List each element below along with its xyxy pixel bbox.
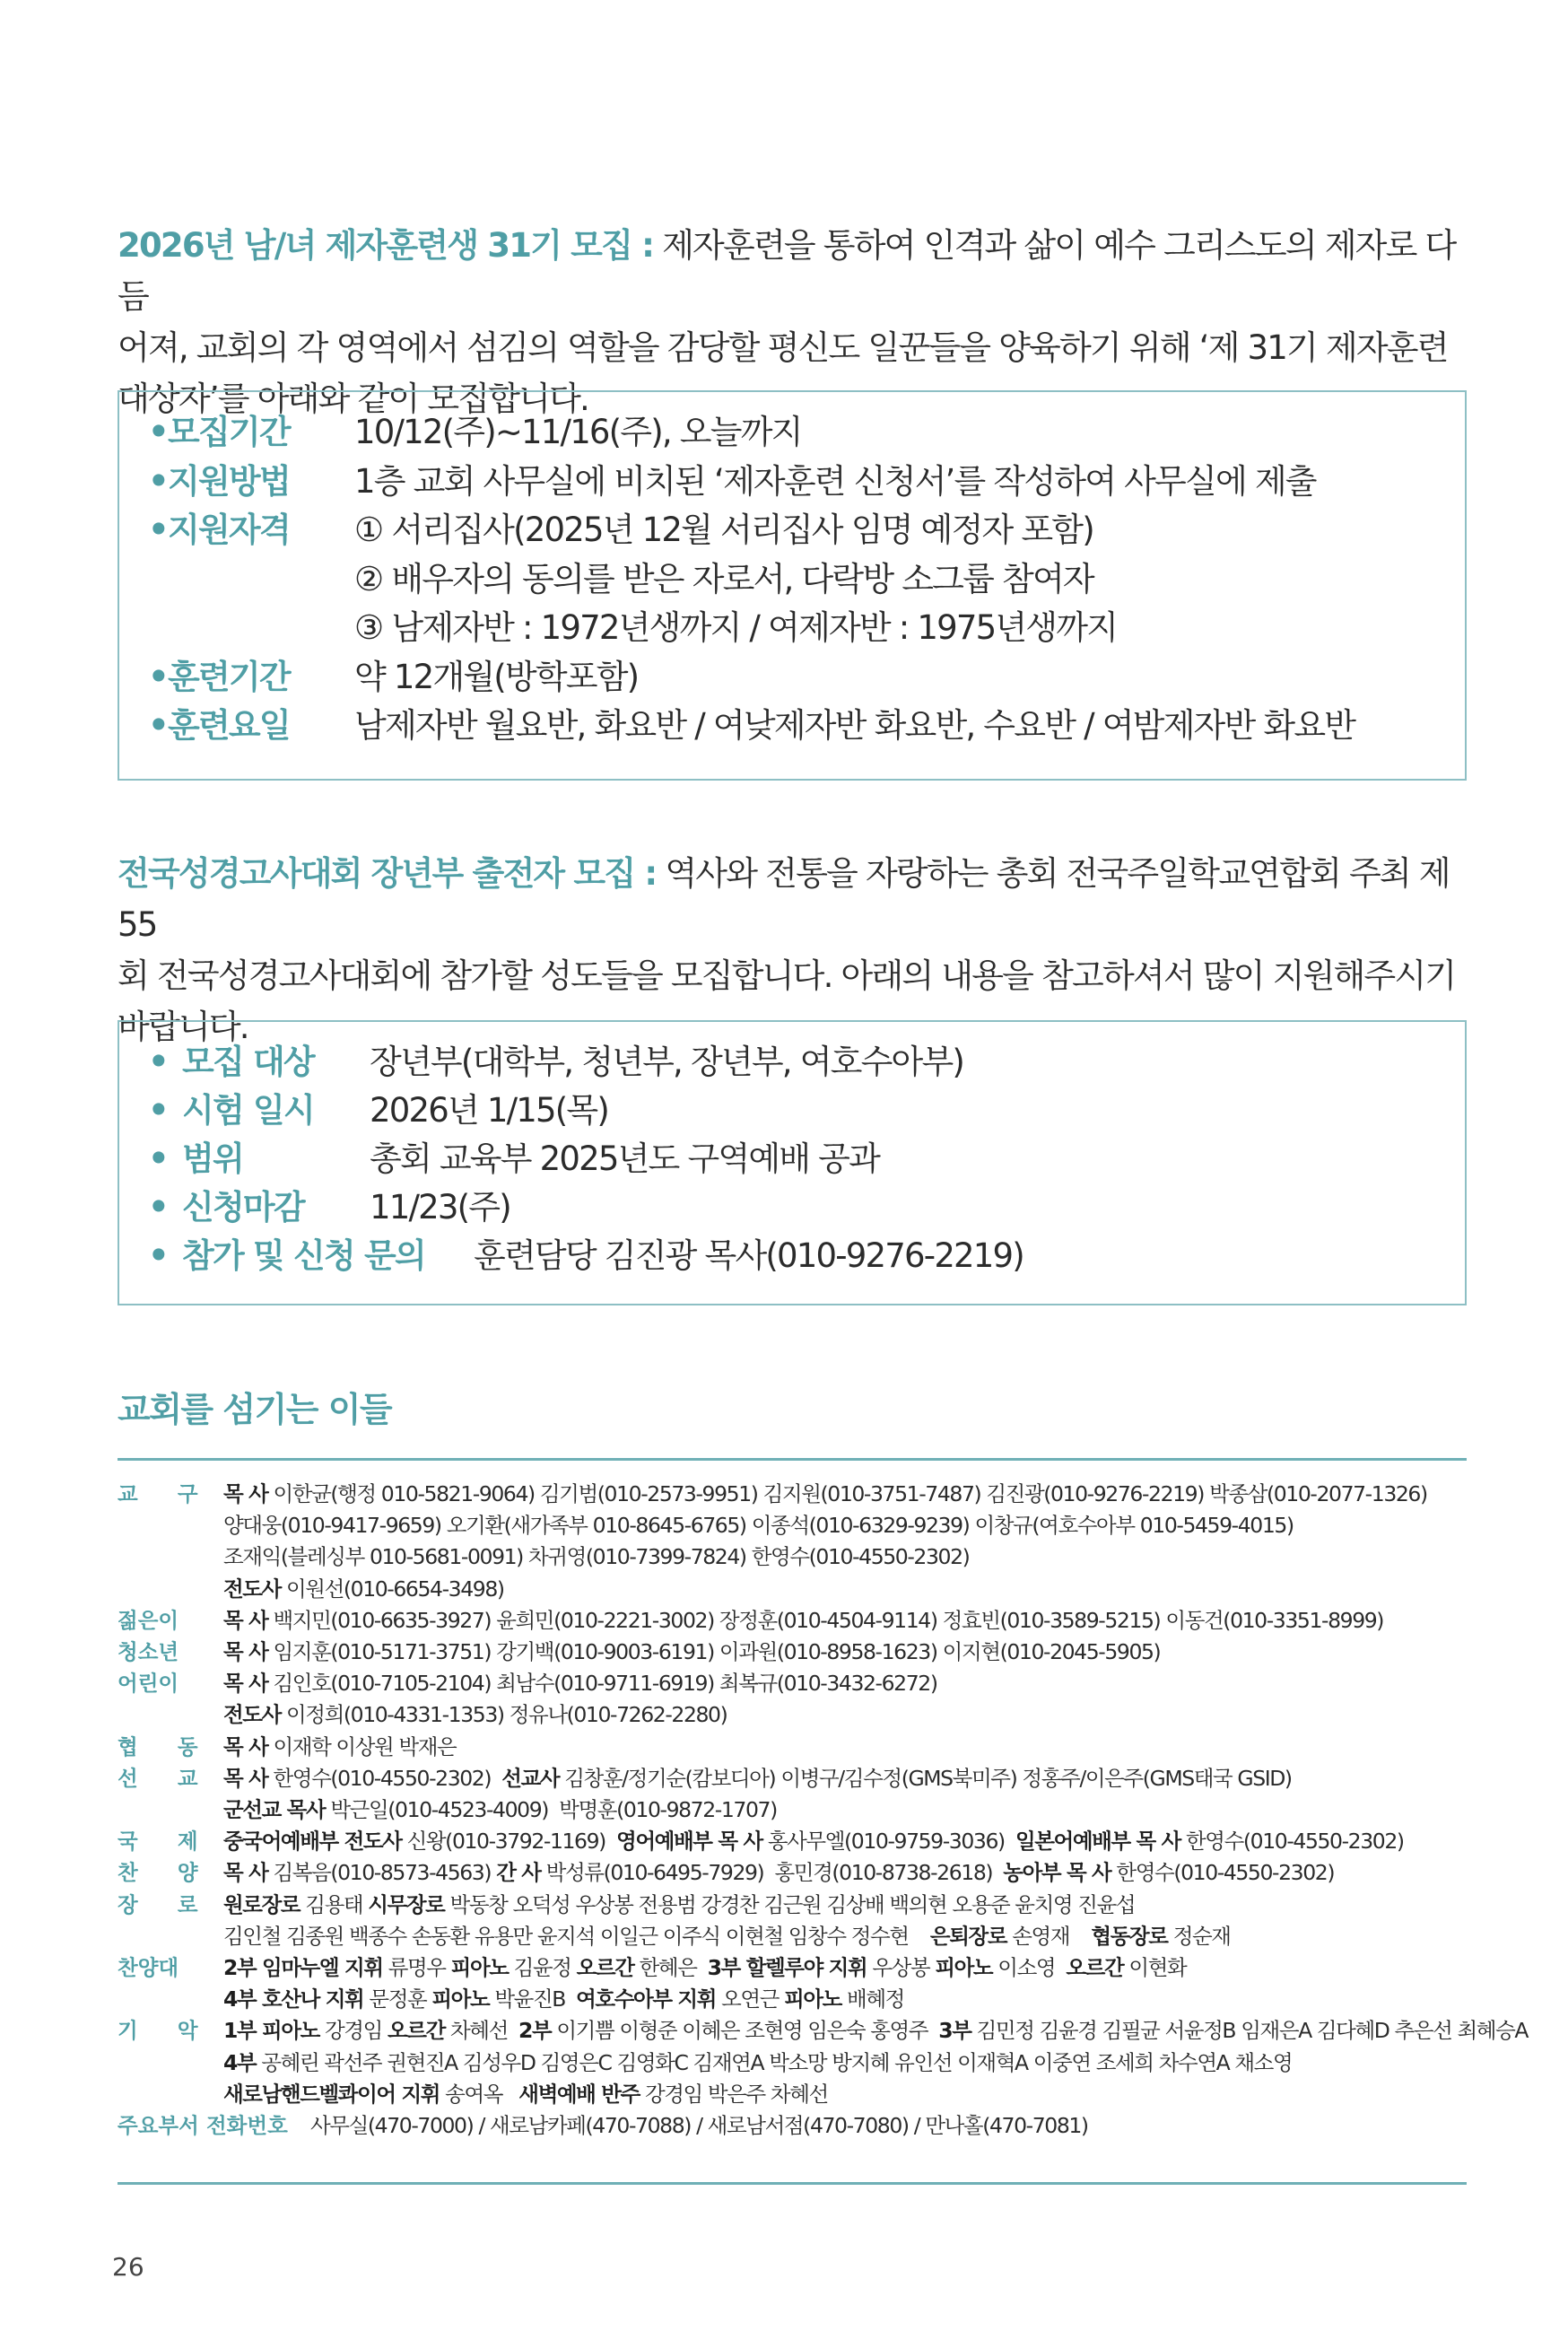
bible-item-label: 시험 일시	[182, 1091, 314, 1130]
disciple-item-label: 훈련요일	[168, 706, 290, 745]
staff-category: 국 제	[118, 1829, 214, 1855]
bible-item-value: 훈련담당 김진광 목사(010-9276-2219)	[474, 1236, 1024, 1275]
bible-item-label: 모집 대상	[182, 1043, 314, 1081]
disciple-item-value: ③ 남제자반 : 1972년생까지 / 여제자반 : 1975년생까지	[354, 608, 1118, 647]
staff-line-text: 1부 피아노 강경임 오르간 차혜선 2부 이기쁨 이형준 이혜은 조현영 임은숙 홍영주 3부 김민정 김윤경 김필균 서윤정B 임재은A 김다혜D 추은선 최혜승A	[223, 2018, 1529, 2044]
staff-line-text: 김인철 김종원 백종수 손동환 유용만 윤지석 이일근 이주식 이현철 임창수 정수현 은퇴장로 손영재 협동장로 정순재	[223, 1923, 1231, 1949]
disciple-item-value: ① 서리집사(2025년 12월 서리집사 임명 예정자 포함)	[354, 511, 1093, 549]
staff-bottom-rule	[118, 2182, 1467, 2185]
bullet-icon: •	[148, 1043, 168, 1081]
disciple-box	[118, 390, 1467, 781]
staff-category: 선 교	[118, 1765, 214, 1791]
bible-line-2: 회 전국성경고사대회에 참가할 성도들을 모집합니다. 아래의 내용을 참고하셔서 많이 지원해주시기	[118, 956, 1456, 995]
staff-line-text: 목 사 이한균(행정 010-5821-9064) 김기범(010-2573-9951) 김지원(010-3751-7487) 김진광(010-9276-2219) 박종삼(010-2077-1326)	[223, 1481, 1427, 1506]
staff-line-text: 목 사 한영수(010-4550-2302) 선교사 김창훈/정기순(캄보디아) 이병구/김수정(GMS북미주) 정홍주/이은주(GMS태국 GSID)	[223, 1765, 1292, 1791]
staff-category: 기 악	[118, 2018, 214, 2044]
staff-line	[118, 1479, 1481, 1510]
staff-line	[118, 1510, 1481, 1541]
staff-line-text: 중국어예배부 전도사 신왕(010-3792-1169) 영어예배부 목 사 홍사무엘(010-9759-3036) 일본어예배부 목 사 한영수(010-4550-2302)	[223, 1829, 1404, 1855]
staff-line-text: 전도사 이정희(010-4331-1353) 정유나(010-7262-2280)	[223, 1702, 727, 1728]
staff-line-text: 원로장로 김용태 시무장로 박동창 오덕성 우상봉 전용범 강경찬 김근원 김상배 백의현 오용준 윤치영 진윤섭	[223, 1891, 1136, 1917]
staff-line-text: 새로남핸드벨콰이어 지휘 송여옥 새벽예배 반주 강경임 박은주 차혜선	[223, 2081, 828, 2107]
staff-line-text: 목 사 이재학 이상원 박재은	[223, 1733, 457, 1759]
staff-line	[118, 1984, 1481, 2015]
bullet-icon: •	[148, 1188, 168, 1227]
staff-line	[118, 2047, 1481, 2079]
staff-line	[118, 1574, 1481, 1605]
bible-item-label: 범위	[182, 1139, 243, 1178]
disciple-line-1: 제자훈련을 통하여 인격과 삶이 예수 그리스도의 제자로 다듬	[118, 226, 1456, 316]
disciple-line-2: 어져, 교회의 각 영역에서 섬김의 역할을 감당할 평신도 일꾼들을 양육하기 위해 ‘제 31기 제자훈련	[118, 328, 1448, 367]
disciple-item-value: 10/12(주)~11/16(주), 오늘까지	[354, 413, 802, 451]
staff-line	[118, 2015, 1529, 2047]
staff-line	[118, 1890, 1481, 1921]
staff-category: 젊은이	[118, 1607, 179, 1633]
staff-line-text: 2부 임마누엘 지휘 류명우 피아노 김윤정 오르간 한혜은 3부 할렐루야 지휘 우상봉 피아노 이소영 오르간 이현화	[223, 1955, 1187, 1980]
staff-top-rule	[118, 1458, 1467, 1461]
staff-line	[118, 1541, 1481, 1573]
staff-line	[118, 1763, 1481, 1794]
staff-line-text: 목 사 백지민(010-6635-3927) 윤희민(010-2221-3002) 장정훈(010-4504-9114) 정효빈(010-3589-5215) 이동건(010-3351-8999)	[223, 1607, 1384, 1633]
staff-line	[118, 1794, 1481, 1826]
staff-line	[118, 1921, 1481, 1952]
bible-item-value: 총회 교육부 2025년도 구역예배 공과	[370, 1139, 880, 1178]
staff-category: 어린이	[118, 1671, 179, 1697]
disciple-item-label: 훈련기간	[168, 657, 290, 696]
disciple-item-label: 모집기간	[168, 413, 290, 451]
staff-line-text: 양대웅(010-9417-9659) 오기환(새가족부 010-8645-6765) 이종석(010-6329-9239) 이창규(여호수아부 010-5459-4015)	[223, 1513, 1294, 1539]
disciple-item-value: 1층 교회 사무실에 비치된 ‘제자훈련 신청서’를 작성하여 사무실에 제출	[354, 461, 1316, 501]
disciple-item-value: 약 12개월(방학포함)	[354, 657, 639, 696]
disciple-item-value: 남제자반 월요반, 화요반 / 여낮제자반 화요반, 수요반 / 여밤제자반 화요반	[354, 706, 1355, 745]
staff-category: 교 구	[118, 1481, 214, 1506]
staff-line-text: 목 사 김복음(010-8573-4563) 간 사 박성류(010-6495-7929) 홍민경(010-8738-2618) 농아부 목 사 한영수(010-4550-2302)	[223, 1860, 1335, 1886]
staff-line	[118, 1732, 1481, 1763]
staff-line-text: 조재익(블레싱부 010-5681-0091) 차귀영(010-7399-7824) 한영수(010-4550-2302)	[223, 1544, 970, 1570]
bullet-icon: •	[148, 1236, 168, 1275]
bullet-icon: •	[148, 1139, 168, 1178]
bible-item-value: 장년부(대학부, 청년부, 장년부, 여호수아부)	[370, 1043, 964, 1081]
disciple-item-value: ② 배우자의 동의를 받은 자로서, 다락방 소그룹 참여자	[354, 559, 1093, 598]
disciple-item-label: 지원방법	[168, 461, 290, 501]
staff-category: 찬 양	[118, 1860, 214, 1886]
bible-item-label: 신청마감	[182, 1188, 304, 1227]
staff-line-text: 사무실(470-7000) / 새로남카페(470-7088) / 새로남서점(470-7080) / 만나홀(470-7081)	[310, 2113, 1088, 2138]
disciple-line-3: 대상자’를 아래와 같이 모집합니다.	[118, 380, 588, 418]
bullet-icon: •	[148, 1091, 168, 1130]
bullet-icon: •	[148, 706, 168, 745]
staff-line-text: 군선교 목사 박근일(010-4523-4009) 박명훈(010-9872-1707)	[223, 1797, 777, 1822]
bullet-icon: •	[148, 413, 168, 451]
bible-lead: 전국성경고사대회 장년부 출전자 모집 :	[118, 854, 657, 893]
bullet-icon: •	[148, 461, 168, 501]
staff-category: 장 로	[118, 1891, 214, 1917]
page-number: 26	[112, 2252, 144, 2282]
bible-line-1: 역사와 전통을 자랑하는 총회 전국주일학교연합회 주최 제55	[118, 854, 1450, 944]
bible-line-3: 바랍니다.	[118, 1008, 248, 1046]
bible-item-label: 참가 및 신청 문의	[182, 1236, 425, 1275]
bible-item-value: 11/23(주)	[370, 1188, 510, 1227]
staff-line	[118, 1826, 1481, 1857]
staff-category: 협 동	[118, 1733, 214, 1759]
staff-line-text: 목 사 임지훈(010-5171-3751) 강기백(010-9003-6191) 이과원(010-8958-1623) 이지현(010-2045-5905)	[223, 1639, 1161, 1664]
staff-line	[118, 1857, 1481, 1889]
staff-category: 청소년	[118, 1639, 179, 1664]
staff-line	[118, 2110, 1481, 2142]
bullet-icon: •	[148, 657, 168, 696]
staff-category: 주요부서 전화번호	[118, 2113, 288, 2138]
disciple-lead: 2026년 남/녀 제자훈련생 31기 모집 :	[118, 226, 654, 265]
staff-line	[118, 1699, 1481, 1731]
staff-line-text: 4부 공혜린 곽선주 권현진A 김성우D 김영은C 김영화C 김재연A 박소망 방지혜 유인선 이재혁A 이중연 조세희 차수연A 채소영	[223, 2049, 1293, 2075]
staff-line	[118, 2079, 1481, 2110]
bible-box	[118, 1020, 1467, 1305]
staff-title: 교회를 섬기는 이들	[118, 1390, 392, 1429]
staff-line	[118, 1637, 1481, 1668]
staff-line-text: 전도사 이원선(010-6654-3498)	[223, 1576, 504, 1602]
staff-category: 찬양대	[118, 1955, 179, 1980]
staff-line	[118, 1605, 1481, 1637]
bible-item-value: 2026년 1/15(목)	[370, 1091, 608, 1130]
disciple-item-label: 지원자격	[168, 511, 290, 549]
bullet-icon: •	[148, 511, 168, 549]
staff-line-text: 4부 호산나 지휘 문정훈 피아노 박윤진B 여호수아부 지휘 오연근 피아노 배혜정	[223, 1986, 904, 2012]
staff-line	[118, 1668, 1481, 1699]
staff-line-text: 목 사 김인호(010-7105-2104) 최남수(010-9711-6919) 최복규(010-3432-6272)	[223, 1671, 937, 1697]
staff-line	[118, 1952, 1481, 1984]
